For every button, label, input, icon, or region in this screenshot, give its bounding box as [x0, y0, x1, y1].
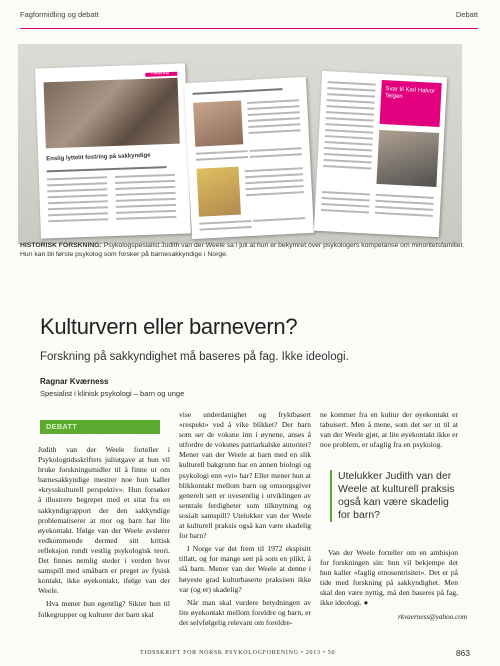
author-email: rkvaerness@yahoo.com — [398, 613, 468, 621]
author-role: Spesialist i klinisk psykologi – barn og unge — [40, 389, 185, 398]
author-name: Ragnar Kværness — [40, 377, 109, 386]
tag-prefix: DEBATT — [46, 422, 78, 431]
portrait-photo-2 — [196, 167, 240, 217]
body-column-3 — [320, 410, 458, 453]
body-column-3-end — [320, 548, 458, 612]
running-header — [20, 8, 478, 29]
reply-headline: Svar til Karl Halvor Teigen — [384, 86, 436, 101]
meeting-photo — [44, 78, 180, 149]
topic-tag — [40, 420, 160, 445]
article-photo — [18, 44, 462, 244]
paragraph: Når man skal vurdere betydningen av lite øyekontakt mellom foreldre og barn, er det selvfølgelig relevant om foreldre- — [179, 597, 311, 627]
journal-footer: TIDSSKRIFT FOR NORSK PSYKOLOGFORENING • 2013 • 50 — [140, 650, 336, 656]
paragraph: I Norge var det frem til 1972 ekspisitt tillatt, og for mange sett på som en plikt, å slå barn. Mener van der Weele at denne i høyeste grad kulturbaserte praksisen ikke var (og er) skadelig? — [179, 544, 311, 594]
portrait-photo — [193, 100, 243, 146]
paragraph: Hva mener hun egentlig? Sikter hun til folkegrupper og kulturer der barn skal — [38, 599, 170, 619]
photo-caption — [20, 241, 470, 259]
paragraph: Judith van der Weele forteller i Psykologtidsskriftets juliutgave at hun vil bruke forskningsmidler til å finne ut om barnesakkyndige mestrer noe hun kaller «krysskulturell perspektiv». Hun forsøker å illustrere begrepet med et sitat fra en sakkyndigrapport der den sakkyndige problematiserer at mor og barn har lite øyekontakt. Ifølge van der Weele avslører vedkommende dermed sitt kritisk refleksjon rundt vestlig psykologisk teori. Det finnes nemlig steder i verden hvor samspill med småbarn er preget av fysisk kontakt, ikke øyekontakt, ifølge van der Weele. — [38, 445, 170, 596]
portrait-photo-3 — [376, 130, 439, 187]
body-column-1 — [38, 445, 170, 623]
paragraph: ne kommer fra en kultur der øyekontakt er tabuisert. Men å mene, som det ser ut til at van der Weele gjør, at lite øyekontakt ikke er noe problem, er ufaglig fra en psykolog. — [320, 410, 458, 450]
caption-text: Psykologspesialist Judith van der Weele sa i juli at hun er bekymret over psykologers kompetanse om minoritetsfamilier. Hun kan bli første psykolog som forsker på barnesakkyndige i Norge. — [20, 242, 465, 259]
paragraph: Van der Weele forteller om en ambisjon for forskningen sin: hun vil bekjempe det hun kaller «faglig etnosentrisitet». Det er på tide med forskning på sakkyndighet. Men skal den være nyttig, må den baseres på fag, ikke ideologi. ● — [320, 548, 458, 608]
magazine-page-left — [35, 63, 191, 238]
body-column-2 — [179, 410, 311, 631]
section-label: Fagformidling og debatt — [20, 10, 99, 19]
rubric-label: Debatt — [455, 10, 478, 19]
pull-quote: Utelukker Judith van der Weele at kulturell praksis også kan være skadelig for barn? — [330, 470, 458, 522]
magazine-banner: Forskning — [151, 70, 169, 76]
caption-lead: HISTORISK FORSKNING: — [20, 242, 102, 249]
article-subtitle: Forskning på sakkyndighet må baseres på fag. Ikke ideologi. — [40, 351, 349, 363]
magazine-headline: Enslig lyttelit fostring på sakkyndige — [46, 152, 151, 163]
page-number: 863 — [455, 648, 470, 658]
article-title: Kulturvern eller barnevern? — [40, 314, 298, 339]
tag-label: BARNESAKKYNDIGHET — [46, 436, 137, 445]
magazine-page-right — [314, 71, 447, 237]
magazine-page-middle — [184, 77, 314, 239]
paragraph: vise underdanighet og fryktbasert «respekt» ved å vike blikket? Der barn som ser de voksne inn i øynene, anses å utfordre de voksnes patriarkalske autoritet? Mener van der Weele at barn med en slik kulturell bakgrunn har en annen biologi og psykologi enn «vi» har? Eller mener hun at blikkontakt mellom barn og omsorgsgiver generelt sett er uvesentlig i utviklingen av sentrale ferdigheter som tilknytning og sosialt samspill? Utelukker van der Weele at kulturell praksis også kan være skadelig for barn? — [179, 410, 311, 541]
